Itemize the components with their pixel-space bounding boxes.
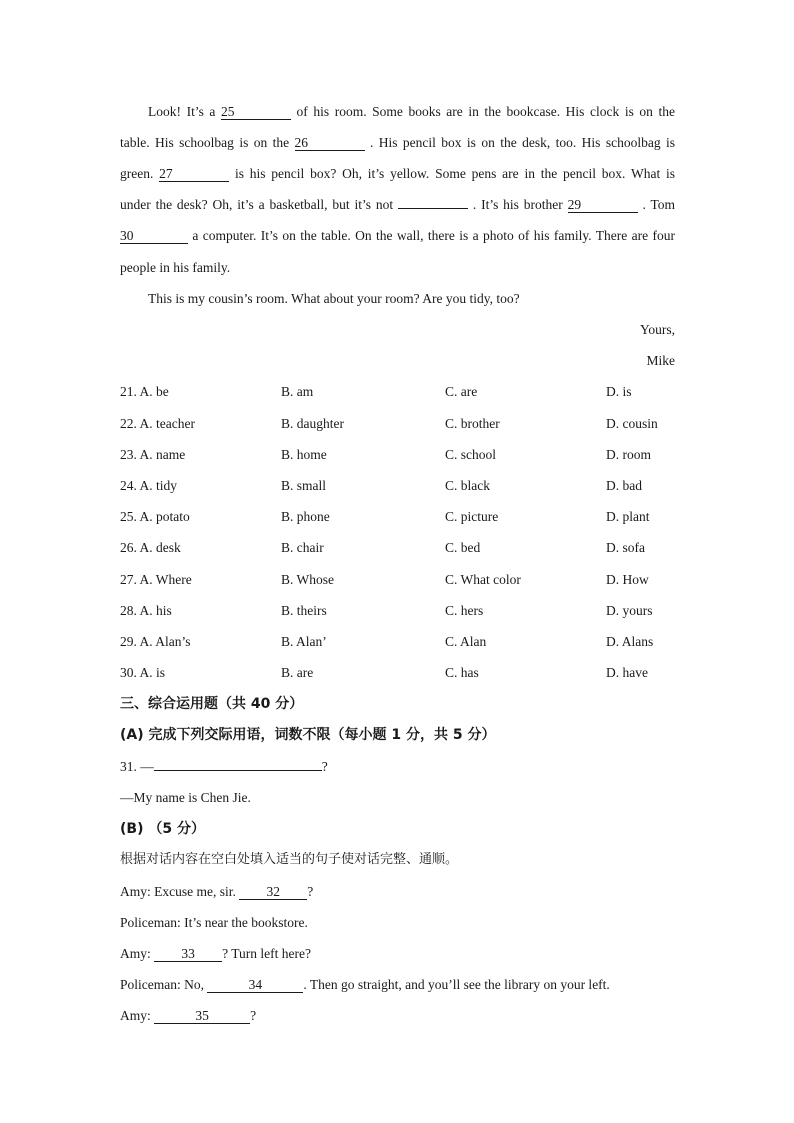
part-a-title: (A) 完成下列交际用语，词数不限（每小题 1 分，共 5 分） — [120, 727, 496, 743]
option-a[interactable]: 27. A. Where — [120, 572, 192, 587]
passage-text: Look! It’s a — [148, 104, 216, 119]
dialog-line-5 — [120, 1007, 675, 1025]
blank-26[interactable]: 26 — [295, 135, 365, 151]
passage-text: under the desk? Oh, it’s a basketball, but it’s not — [120, 197, 394, 212]
letter-closing: Yours, — [639, 322, 675, 337]
dialog-text: Amy: Excuse me, sir. — [120, 884, 236, 899]
dialog-text: Policeman: No, — [120, 977, 204, 992]
question-31 — [120, 758, 675, 776]
part-b-instruction: 根据对话内容在空白处填入适当的句子使对话完整、通顺。 — [120, 852, 459, 867]
dialog-text: . Then go straight, and you’ll see the library on your left. — [303, 977, 610, 992]
dialog-text: Amy: — [120, 946, 151, 961]
option-d[interactable]: D. bad — [606, 478, 642, 493]
option-b[interactable]: B. are — [281, 665, 314, 680]
passage-line-5 — [120, 227, 675, 245]
option-d[interactable]: D. yours — [606, 603, 653, 618]
option-b[interactable]: B. theirs — [281, 603, 327, 618]
question-27 — [120, 571, 675, 589]
question-mark: ? — [321, 759, 328, 774]
option-c[interactable]: C. are — [445, 384, 478, 399]
blank-27[interactable]: 27 — [159, 166, 229, 182]
question-21 — [120, 383, 675, 401]
option-b[interactable]: B. daughter — [281, 416, 344, 431]
option-a[interactable]: 25. A. potato — [120, 509, 190, 524]
dialog-line-1 — [120, 883, 675, 901]
blank-29[interactable]: 29 — [568, 197, 638, 213]
question-26 — [120, 539, 675, 557]
passage-line-7: This is my cousin’s room. What about your room? Are you tidy, too? — [148, 291, 520, 306]
option-a[interactable]: 30. A. is — [120, 665, 166, 680]
passage-text: green. — [120, 166, 154, 181]
option-c[interactable]: C. hers — [445, 603, 484, 618]
option-b[interactable]: B. phone — [281, 509, 330, 524]
blank-34[interactable]: 34 — [207, 977, 303, 993]
option-d[interactable]: D. sofa — [606, 540, 645, 555]
option-c[interactable]: C. picture — [445, 509, 499, 524]
option-a[interactable]: 26. A. desk — [120, 540, 181, 555]
option-d[interactable]: D. room — [606, 447, 651, 462]
option-a[interactable]: 29. A. Alan’s — [120, 634, 191, 649]
question-22 — [120, 415, 675, 433]
option-b[interactable]: B. Alan’ — [281, 634, 327, 649]
option-a[interactable]: 21. A. be — [120, 384, 169, 399]
question-28 — [120, 602, 675, 620]
option-b[interactable]: B. chair — [281, 540, 324, 555]
option-c[interactable]: C. bed — [445, 540, 481, 555]
question-29 — [120, 633, 675, 651]
option-b[interactable]: B. am — [281, 384, 314, 399]
dialog-line-4 — [120, 976, 675, 994]
option-d[interactable]: D. have — [606, 665, 648, 680]
passage-text: of his room. Some books are in the bookcase. His clock is on the — [296, 104, 675, 119]
option-b[interactable]: B. small — [281, 478, 327, 493]
option-d[interactable]: D. cousin — [606, 416, 658, 431]
dialog-line-2: Policeman: It’s near the bookstore. — [120, 915, 308, 930]
option-c[interactable]: C. brother — [445, 416, 500, 431]
option-a[interactable]: 23. A. name — [120, 447, 186, 462]
passage-line-6: people in his family. — [120, 260, 231, 275]
blank-35[interactable]: 35 — [154, 1008, 250, 1024]
option-d[interactable]: D. How — [606, 572, 649, 587]
blank-32[interactable]: 32 — [239, 884, 307, 900]
option-c[interactable]: C. has — [445, 665, 479, 680]
dialog-text: ? — [250, 1008, 257, 1023]
question-31-response: —My name is Chen Jie. — [120, 790, 251, 805]
question-number: 31. — — [120, 759, 154, 774]
passage-text: . His pencil box is on the desk, too. His schoolbag is — [369, 135, 675, 150]
option-d[interactable]: D. plant — [606, 509, 650, 524]
part-b-title: (B) （5 分） — [120, 821, 205, 837]
passage-text: is his pencil box? Oh, it’s yellow. Some pens are in the pencil box. What is — [234, 166, 676, 181]
question-24 — [120, 477, 675, 495]
blank-33[interactable]: 33 — [154, 946, 222, 962]
passage-line-4 — [120, 196, 675, 214]
passage-line-3 — [120, 165, 675, 183]
dialog-text: ? — [307, 884, 314, 899]
passage-text: table. His schoolbag is on the — [120, 135, 290, 150]
blank-28[interactable] — [398, 208, 468, 209]
option-b[interactable]: B. home — [281, 447, 327, 462]
passage-text: . Tom — [642, 197, 676, 212]
passage-line-2 — [120, 134, 675, 152]
option-c[interactable]: C. Alan — [445, 634, 487, 649]
option-a[interactable]: 28. A. his — [120, 603, 172, 618]
passage-text: . It’s his brother — [472, 197, 563, 212]
passage-text: a computer. It’s on the table. On the wall, there is a photo of his family. There are four — [192, 228, 676, 243]
question-25 — [120, 508, 675, 526]
option-d[interactable]: D. is — [606, 384, 632, 399]
option-c[interactable]: C. school — [445, 447, 497, 462]
section-3-title: 三、综合运用题（共 40 分） — [120, 696, 304, 712]
passage-line-1 — [120, 103, 675, 121]
blank-30[interactable]: 30 — [120, 228, 188, 244]
question-30 — [120, 664, 675, 682]
letter-signature: Mike — [646, 353, 675, 368]
option-a[interactable]: 24. A. tidy — [120, 478, 178, 493]
option-d[interactable]: D. Alans — [606, 634, 654, 649]
option-b[interactable]: B. Whose — [281, 572, 334, 587]
question-23 — [120, 446, 675, 464]
dialog-line-3 — [120, 945, 675, 963]
option-c[interactable]: C. What color — [445, 572, 521, 587]
option-a[interactable]: 22. A. teacher — [120, 416, 195, 431]
option-c[interactable]: C. black — [445, 478, 490, 493]
dialog-text: Amy: — [120, 1008, 151, 1023]
dialog-text: ? Turn left here? — [222, 946, 311, 961]
blank-25[interactable]: 25 — [221, 104, 291, 120]
answer-blank-31[interactable] — [154, 770, 322, 771]
